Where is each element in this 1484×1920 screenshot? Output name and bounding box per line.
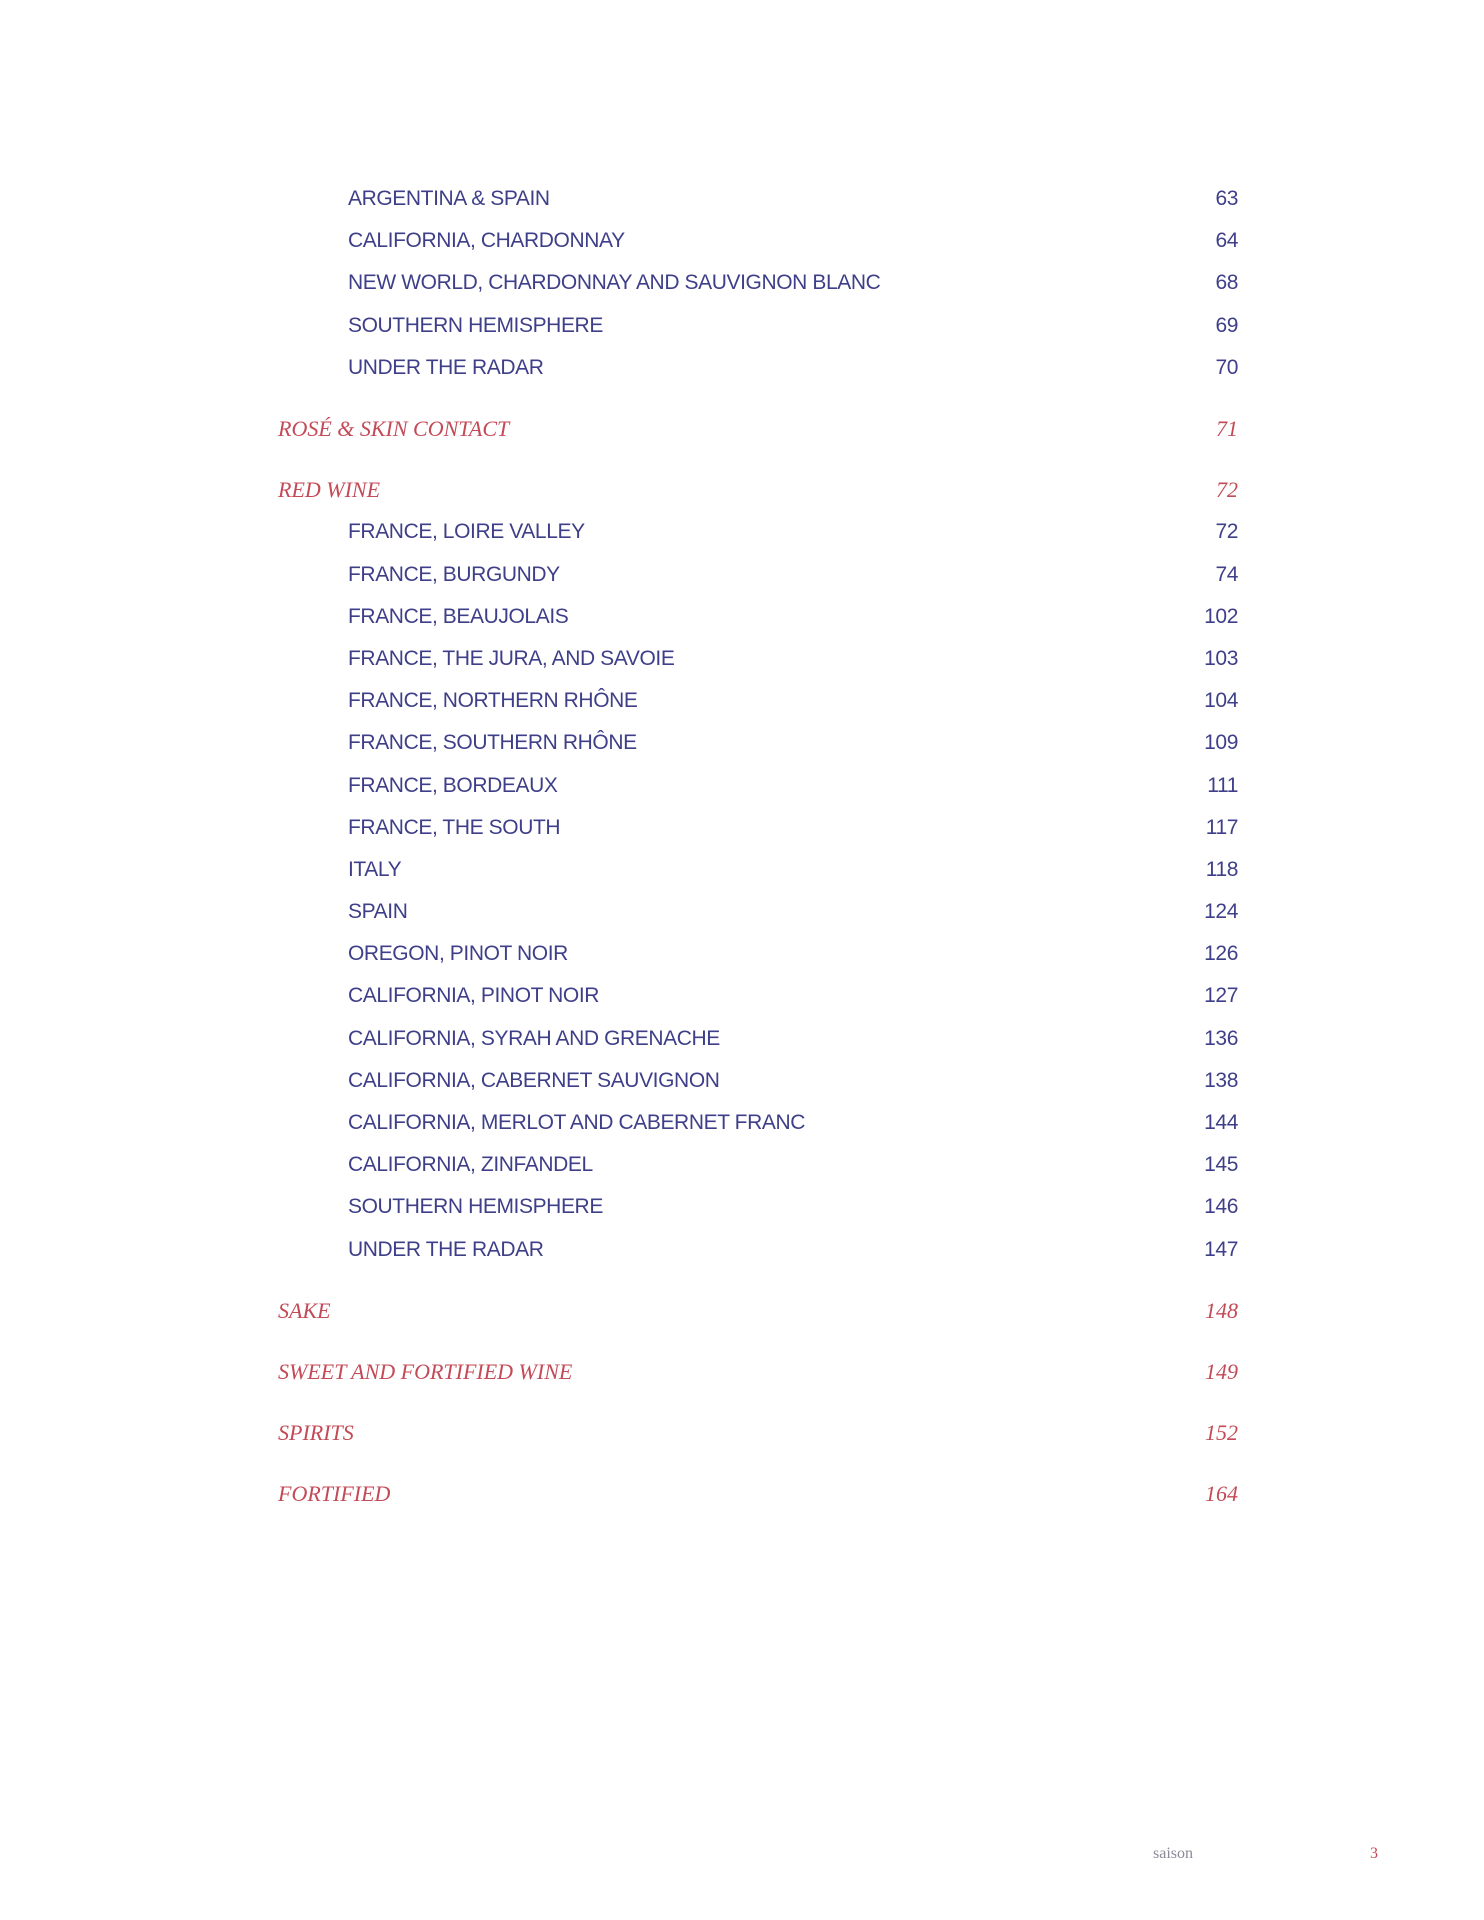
toc-section-red-wine[interactable]: [278, 469, 1238, 511]
toc-item-page: 127: [1204, 984, 1238, 1008]
toc-item[interactable]: [278, 220, 1238, 262]
toc-item-label: CALIFORNIA, PINOT NOIR: [348, 984, 600, 1008]
toc-item-page: 103: [1204, 646, 1238, 670]
toc-item-label: CALIFORNIA, SYRAH AND GRENACHE: [348, 1026, 720, 1050]
toc-item-page: 104: [1204, 689, 1238, 713]
toc-section-label: SPIRITS: [278, 1420, 354, 1446]
toc-item[interactable]: [278, 178, 1238, 220]
toc-section-sake[interactable]: [278, 1290, 1238, 1332]
toc-item-label: SOUTHERN HEMISPHERE: [348, 1195, 603, 1219]
toc-item-label: NEW WORLD, CHARDONNAY AND SAUVIGNON BLANC: [348, 271, 881, 295]
toc-item[interactable]: [278, 891, 1238, 933]
toc-item[interactable]: [278, 511, 1238, 553]
toc-item[interactable]: [278, 262, 1238, 304]
toc-item-page: 102: [1204, 604, 1238, 628]
toc-section-label: SAKE: [278, 1297, 331, 1323]
toc-item-page: 145: [1204, 1153, 1238, 1177]
toc-item-label: SOUTHERN HEMISPHERE: [348, 313, 603, 337]
toc-section-page: 148: [1205, 1297, 1238, 1323]
toc-item-label: ARGENTINA & SPAIN: [348, 187, 550, 211]
footer-brand: saison: [1153, 1845, 1193, 1862]
toc-item-label: CALIFORNIA, ZINFANDEL: [348, 1153, 593, 1177]
toc-item-label: FRANCE, BURGUNDY: [348, 562, 560, 586]
toc-item[interactable]: [278, 347, 1238, 389]
toc-item-label: CALIFORNIA, MERLOT AND CABERNET FRANC: [348, 1111, 806, 1135]
toc-item-page: 70: [1215, 355, 1238, 379]
toc-section-sweet-and-fortified-wine[interactable]: [278, 1351, 1238, 1393]
toc-item-page: 72: [1215, 520, 1238, 544]
toc-item[interactable]: [278, 722, 1238, 764]
toc-item-page: 136: [1204, 1026, 1238, 1050]
toc-item-label: FRANCE, NORTHERN RHÔNE: [348, 689, 638, 713]
toc-section-label: RED WINE: [278, 477, 381, 503]
toc-item-page: 144: [1204, 1111, 1238, 1135]
toc-section-label: SWEET AND FORTIFIED WINE: [278, 1358, 573, 1384]
toc-item-label: CALIFORNIA, CHARDONNAY: [348, 229, 625, 253]
toc-item[interactable]: [278, 764, 1238, 806]
toc-item[interactable]: [278, 305, 1238, 347]
toc-item-page: 124: [1204, 900, 1238, 924]
toc-item-label: SPAIN: [348, 900, 408, 924]
toc-item-label: FRANCE, THE JURA, AND SAVOIE: [348, 646, 675, 670]
toc-item-label: UNDER THE RADAR: [348, 1237, 544, 1261]
toc-section-page: 72: [1216, 477, 1238, 503]
toc-item[interactable]: [278, 638, 1238, 680]
toc-section-rose[interactable]: [278, 408, 1238, 450]
toc-item-page: 118: [1205, 857, 1238, 881]
toc-item-page: 117: [1205, 815, 1238, 839]
toc-item-label: ITALY: [348, 857, 402, 881]
toc-item-label: FRANCE, SOUTHERN RHÔNE: [348, 731, 637, 755]
toc-item-page: 74: [1215, 562, 1238, 586]
toc-item-label: FRANCE, LOIRE VALLEY: [348, 520, 585, 544]
toc-item-page: 111: [1207, 773, 1238, 797]
toc-item-label: CALIFORNIA, CABERNET SAUVIGNON: [348, 1068, 720, 1092]
toc-item[interactable]: [278, 1229, 1238, 1271]
toc-item[interactable]: [278, 596, 1238, 638]
toc-item-label: FRANCE, BORDEAUX: [348, 773, 558, 797]
toc-item-page: 147: [1204, 1237, 1238, 1261]
toc-section-label: FORTIFIED: [278, 1481, 391, 1507]
toc-item[interactable]: [278, 849, 1238, 891]
toc-item-page: 138: [1204, 1068, 1238, 1092]
toc-item[interactable]: [278, 807, 1238, 849]
toc-item[interactable]: [278, 933, 1238, 975]
toc-section-fortified[interactable]: [278, 1473, 1238, 1515]
toc-item-page: 126: [1204, 942, 1238, 966]
toc-item[interactable]: [278, 554, 1238, 596]
table-of-contents: [278, 178, 1238, 1515]
toc-item-page: 109: [1204, 731, 1238, 755]
toc-item-label: OREGON, PINOT NOIR: [348, 942, 568, 966]
toc-item-page: 69: [1215, 313, 1238, 337]
toc-item[interactable]: [278, 1102, 1238, 1144]
toc-item-page: 63: [1215, 187, 1238, 211]
toc-section-page: 164: [1205, 1481, 1238, 1507]
toc-item[interactable]: [278, 1018, 1238, 1060]
footer-page-number: 3: [1370, 1845, 1378, 1862]
toc-item-label: UNDER THE RADAR: [348, 355, 544, 379]
toc-section-spirits[interactable]: [278, 1412, 1238, 1454]
toc-item[interactable]: [278, 1186, 1238, 1228]
toc-section-label: ROSÉ & SKIN CONTACT: [278, 416, 510, 442]
toc-section-page: 152: [1205, 1420, 1238, 1446]
toc-item[interactable]: [278, 975, 1238, 1017]
toc-item[interactable]: [278, 1144, 1238, 1186]
toc-section-page: 71: [1216, 416, 1238, 442]
toc-item-page: 64: [1215, 229, 1238, 253]
toc-section-page: 149: [1205, 1358, 1238, 1384]
toc-item[interactable]: [278, 680, 1238, 722]
toc-item[interactable]: [278, 1060, 1238, 1102]
toc-item-page: 68: [1215, 271, 1238, 295]
toc-item-label: FRANCE, THE SOUTH: [348, 815, 561, 839]
toc-item-page: 146: [1204, 1195, 1238, 1219]
toc-item-label: FRANCE, BEAUJOLAIS: [348, 604, 569, 628]
